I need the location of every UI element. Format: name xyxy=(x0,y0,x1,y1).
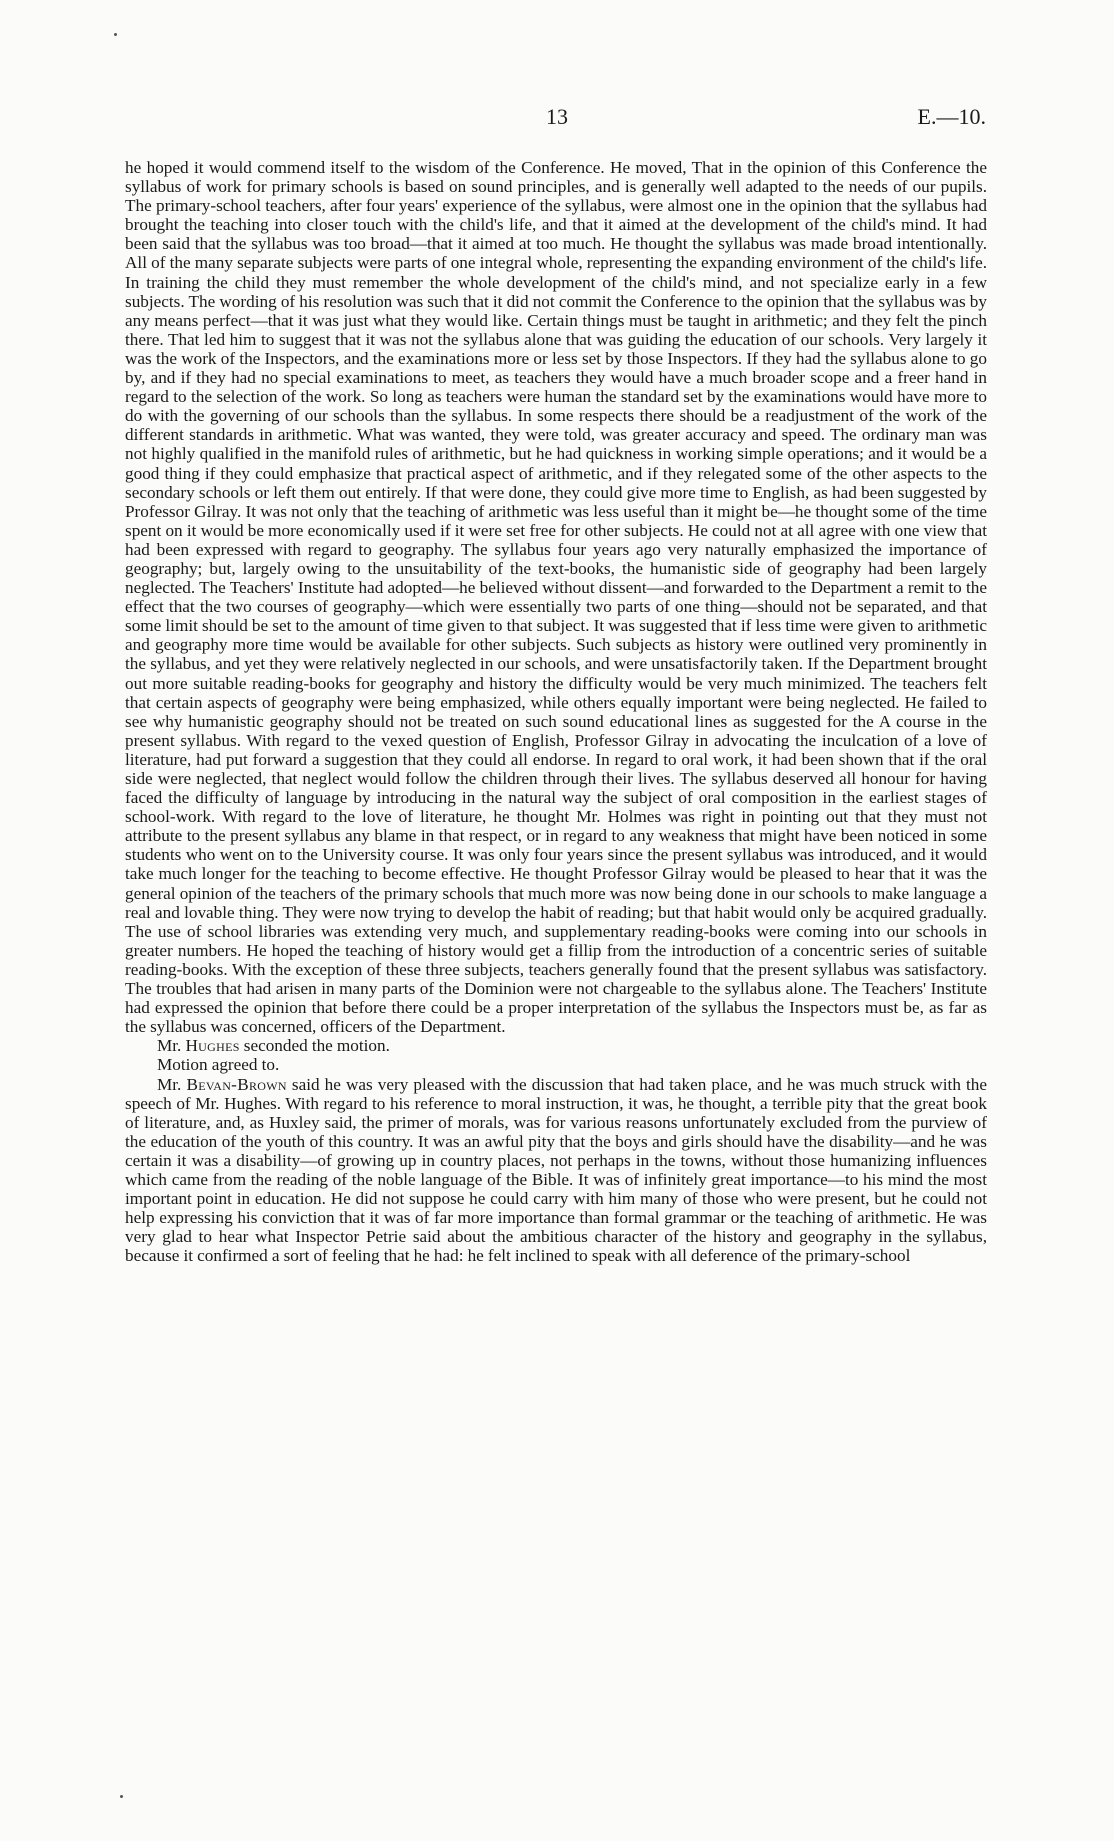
scan-speck xyxy=(120,1795,123,1798)
speaker-name: Bevan-Brown xyxy=(186,1074,287,1094)
paragraph: Motion agreed to. xyxy=(157,1055,280,1075)
paragraph-text: said he was very pleased with the discussion that had taken place, and he was much struck with the speech of Mr. Hughes. With regard to his reference to moral instruction, it was, he thought, a terrible pity that the great book of literature, and, as Huxley said, the primer of morals, was for various reasons unfortunately excluded from the purview of the education of the youth of this country. It was an awful pity that the boys and girls should have the disability—and he was certain it was a disability—of growing up in country places, not perhaps in the towns, without those humanizing influences which came from the reading of the noble language of the Bible. It was of infinitely great importance—to his mind the most important point in education. He did not suppose he could carry with him many of those who were present, but he could not help expressing his conviction that it was of far more importance than formal grammar or the teaching of arithmetic. He was very glad to hear what Inspector Petrie said about the ambitious character of the history and geography in the syllabus, because it confirmed a sort of feeling that he had: he felt inclined to speak with all deference of the primary-school xyxy=(125,1074,988,1266)
paragraph xyxy=(125,1036,987,1055)
paragraph: he hoped it would commend itself to the wisdom of the Conference. He moved, That in the opinion of this Conference the syllabus of work for primary schools is based on sound principles, and is generally well adapted to the needs of our pupils. The primary-school teachers, after four years' experience of the syllabus, were almost one in the opinion that the syllabus had brought the teaching into closer touch with the child's life, and that it aimed at the development of the child's mind. It had been said that the syllabus was too broad—that it aimed at too much. He thought the syllabus was made broad intentionally. All of the many separate subjects were parts of one integral whole, representing the expanding environment of the child's life. In training the child they must remember the whole development of the child's mind, and not specialize early in a few subjects. The wording of his resolution was such that it did not commit the Conference to the opinion that the syllabus was by any means perfect—that it was just what they would like. Certain things must be taught in arithmetic; and they felt the pinch there. That led him to suggest that it was not the syllabus alone that was guiding the education of our schools. Very largely it was the work of the Inspectors, and the examinations more or less set by those Inspectors. If they had the syllabus alone to go by, and if they had no special examinations to meet, as teachers they would have a much broader scope and a freer hand in regard to the selection of the work. So long as teachers were human the standard set by the examinations would have more to do with the governing of our schools than the syllabus. In some respects there should be a readjustment of the work of the different standards in arithmetic. What was wanted, they were told, was greater accuracy and speed. The ordinary man was not highly qualified in the manifold rules of arithmetic, but he had quickness in working simple operations; and it would be a good thing if they could emphasize that practical aspect of arithmetic, and if they relegated some of the other aspects to the secondary schools or left them out entirely. If that were done, they could give more time to English, as had been suggested by Professor Gilray. It was not only that the teaching of arithmetic was less useful than it might be—he thought some of the time spent on it would be more economically used if it were set free for other subjects. He could not at all agree with one view that had been expressed with regard to geography. The syllabus four years ago very naturally emphasized the importance of geography; but, largely owing to the unsuitability of the text-books, the humanistic side of geography had been largely neglected. The Teachers' Institute had adopted—he believed without dissent—and forwarded to the Department a remit to the effect that the two courses of geography—which were essentially two parts of one thing—should not be separated, and that some limit should be set to the amount of time given to that subject. It was suggested that if less time were given to arithmetic and geography more time would be available for other subjects. Such subjects as history were outlined very prominently in the syllabus, and yet they were relatively neglected in our schools, and were unsatisfactorily taken. If the Department brought out more suitable reading-books for geography and history the difficulty would be very much minimized. The teachers felt that certain aspects of geography were being emphasized, while others equally important were being neglected. He failed to see why humanistic geography should not be treated on such sound educational lines as suggested for the A course in the present syllabus. With regard to the vexed question of English, Professor Gilray in advocating the inculcation of a love of literature, had put forward a suggestion that they could all endorse. In regard to oral work, it had been shown that if the oral side were neglected, that neglect would follow the children through their lives. The syllabus deserved all honour for having faced the difficulty of language by introducing in the natural way the subject of oral composition in the earliest stages of school-work. With regard to the love of literature, he thought Mr. Holmes was right in pointing out that they must not attribute to the present syllabus any blame in that respect, or in regard to any weakness that might have been noticed in some students who went on to the University course. It was only four years since the present syllabus was introduced, and it would take much longer for the teaching to become effective. He thought Professor Gilray would be pleased to hear that it was the general opinion of the teachers of the primary schools that much more was now being done in our schools to make language a real and lovable thing. They were now trying to develop the habit of reading; but that habit would only be acquired gradually. The use of school libraries was extending very much, and supplementary reading-books were coming into our schools in greater numbers. He hoped the teaching of history would get a fillip from the introduction of a concentric series of suitable reading-books. With the exception of these three subjects, teachers generally found that the present syllabus was satisfactory. The troubles that had arisen in many parts of the Dominion were not chargeable to the syllabus alone. The Teachers' Institute had expressed the opinion that before there could be a proper interpretation of the syllabus the Inspectors must be, as far as the syllabus was concerned, officers of the Department. xyxy=(125,158,987,1037)
scan-speck xyxy=(114,33,117,36)
speaker-prefix: Mr. xyxy=(157,1074,187,1094)
paragraph-text: seconded the motion. xyxy=(239,1036,390,1056)
page-number: 13 xyxy=(546,104,568,129)
body-text xyxy=(125,158,987,1265)
speaker-name: Hughes xyxy=(185,1036,240,1056)
report-code: E.—10. xyxy=(917,104,986,129)
paragraph xyxy=(125,1075,987,1266)
page-header xyxy=(0,104,1114,134)
speaker-prefix: Mr. xyxy=(157,1036,186,1056)
